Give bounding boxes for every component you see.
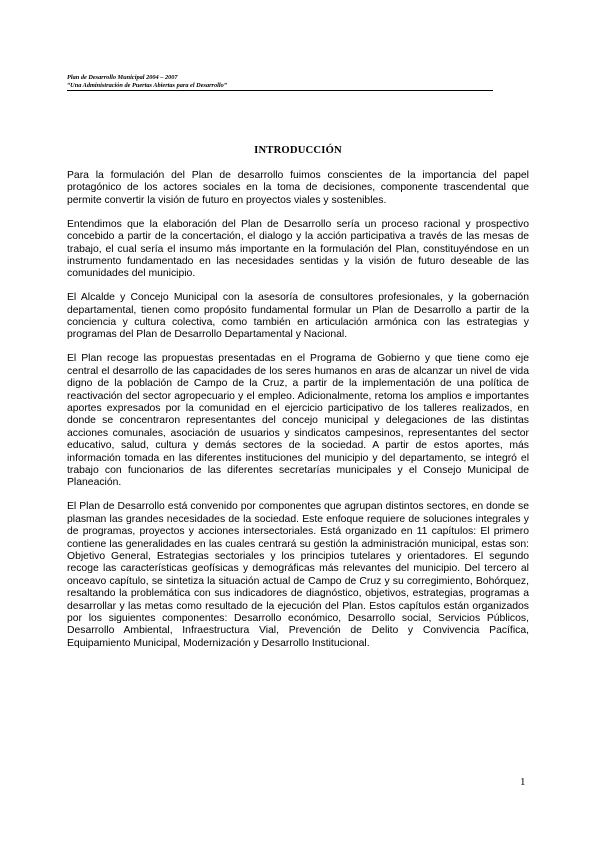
header-slogan: “Una Administración de Puertas Abiertas para el Desarrollo”	[67, 82, 493, 91]
body-text	[67, 170, 529, 662]
paragraph: Entendimos que la elaboración del Plan de Desarrollo sería un proceso racional y prospectivo concebido a partir de la concertación, el dialogo y la acción participativa a través de las mesas de trabajo, el cual sería el insumo más importante en la formulación del Plan, constituyéndose en un instrumento fundamentado en las necesidades sentidas y la visión de futuro deseable de las comunidades del municipio.	[67, 218, 529, 280]
paragraph: Para la formulación del Plan de desarrollo fuimos conscientes de la importancia del papel protagónico de los actores sociales en la toma de decisiones, componente trascendental que permite convertir la visión de futuro en proyectos viales y sostenibles.	[67, 170, 529, 206]
header-plan-title: Plan de Desarrollo Municipal 2004 – 2007	[67, 74, 178, 81]
running-header	[67, 74, 493, 91]
paragraph: El Plan de Desarrollo está convenido por componentes que agrupan distintos sectores, en donde se plasman las grandes necesidades de la sociedad. Este enfoque requiere de soluciones integrales y de programas, proyectos y acciones intersectoriales. Está organizado en 11 capítulos: El primero contiene las generalidades en las cuales centrará su gestión la administración municipal, estas son: Objetivo General, Estrategias sectoriales y los principios tutelares y orientadores. El segundo recoge las características geofísicas y demográficas más relevantes del municipio. Del tercero al onceavo capítulo, se sintetiza la situación actual de Campo de Cruz y su corregimiento, Bohórquez, resaltando la problemática con sus indicadores de diagnóstico, objetivos, estrategias, programas a desarrollar y las metas como resultado de la ejecución del Plan. Estos capítulos están organizados por los siguientes componentes: Desarrollo económico, Desarrollo social, Servicios Públicos, Desarrollo Ambiental, Infraestructura Vial, Prevención de Delito y Convivencia Pacífica, Equipamiento Municipal, Modernización y Desarrollo Institucional.	[67, 501, 529, 649]
page-number: 1	[520, 776, 526, 788]
page-title: INTRODUCCIÓN	[254, 145, 342, 156]
paragraph: El Alcalde y Concejo Municipal con la asesoría de consultores profesionales, y la gobernación departamental, tienen como propósito fundamental formular un Plan de Desarrollo a partir de la conciencia y cultura colectiva, como también en articulación armónica con las estrategias y programas del Plan de Desarrollo Departamental y Nacional.	[67, 292, 529, 341]
paragraph: El Plan recoge las propuestas presentadas en el Programa de Gobierno y que tiene como eje central el desarrollo de las capacidades de los seres humanos en aras de alcanzar un nivel de vida digno de la población de Campo de la Cruz, a partir de la implementación de una política de reactivación del sector agropecuario y el empleo. Adicionalmente, retoma los amplios e importantes aportes expresados por la comunidad en el ejercicio participativo de los talleres realizados, en donde se concentraron representantes del concejo municipal y delegaciones de las distintas acciones comunales, asociación de usuarios y sindicatos campesinos, representantes del sector educativo, salud, cultura y demás sectores de la sociedad. A partir de estos aportes, más información tomada en las diferentes instituciones del municipio y del departamento, se integró el trabajo con funcionarios de las diferentes secretarías municipales y el Consejo Municipal de Planeación.	[67, 353, 529, 489]
